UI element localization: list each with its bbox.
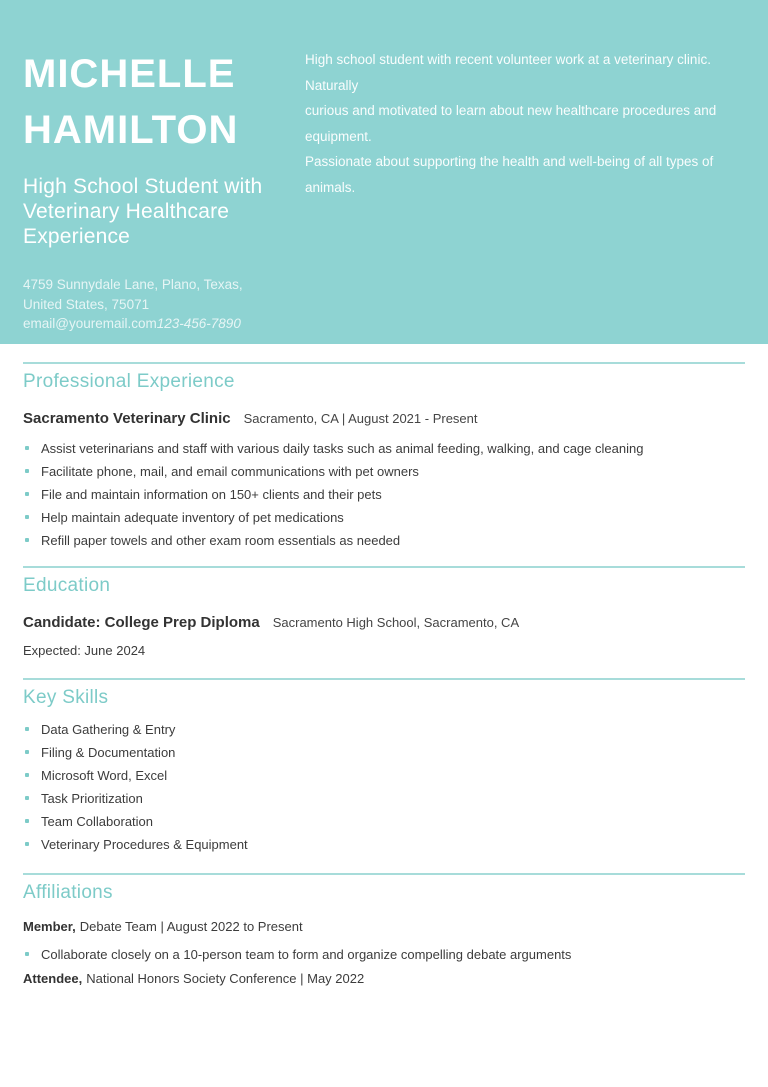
bullet-icon	[25, 819, 29, 823]
bullet-text: Help maintain adequate inventory of pet medications	[41, 510, 344, 525]
header-left-column	[0, 0, 285, 344]
section-heading-education: Education	[23, 575, 111, 596]
bullet-text: Assist veterinarians and staff with various daily tasks such as animal feeding, walking, and cage cleaning	[41, 441, 644, 456]
bullet-icon	[25, 469, 29, 473]
last-name: HAMILTON	[23, 108, 239, 152]
skill-text: Data Gathering & Entry	[41, 722, 176, 737]
bullet-icon	[25, 727, 29, 731]
section-heading-professional-experience: Professional Experience	[23, 371, 235, 392]
bullet-icon	[25, 796, 29, 800]
employer-meta: Sacramento, CA | August 2021 - Present	[243, 411, 478, 426]
list-item	[23, 510, 745, 525]
skill-text: Team Collaboration	[41, 814, 154, 829]
affiliation-detail: Debate Team | August 2022 to Present	[79, 919, 303, 934]
list-item	[23, 814, 745, 829]
bullet-icon	[25, 750, 29, 754]
affiliation-role: Member,	[23, 919, 76, 934]
skill-text: Microsoft Word, Excel	[41, 768, 168, 783]
bullet-icon	[25, 492, 29, 496]
list-item	[23, 768, 745, 783]
section-education	[23, 566, 745, 658]
bullet-text: Refill paper towels and other exam room essentials as needed	[41, 533, 401, 548]
bullet-text: Facilitate phone, mail, and email communications with pet owners	[41, 464, 419, 479]
affiliation-detail: National Honors Society Conference | May 2022	[86, 971, 365, 986]
list-item	[23, 947, 745, 962]
skill-text: Task Prioritization	[41, 791, 143, 806]
experience-bullet-list	[23, 441, 745, 548]
bullet-text: Collaborate closely on a 10-person team to form and organize compelling debate arguments	[41, 947, 572, 962]
address: 4759 Sunnydale Lane, Plano, Texas, United States, 75071	[23, 277, 243, 312]
professional-title: High School Student with Veterinary Healthcare Experience	[23, 175, 263, 248]
list-item	[23, 533, 745, 548]
list-item	[23, 722, 745, 737]
section-professional-experience	[23, 362, 745, 548]
expected-graduation: Expected: June 2024	[23, 643, 146, 658]
list-item	[23, 837, 745, 852]
school-name: Sacramento High School, Sacramento, CA	[272, 615, 520, 630]
employer-name: Sacramento Veterinary Clinic	[23, 410, 231, 427]
bullet-icon	[25, 952, 29, 956]
affiliation-entry	[23, 919, 745, 934]
section-heading-affiliations: Affiliations	[23, 882, 113, 903]
bullet-icon	[25, 515, 29, 519]
section-key-skills	[23, 678, 745, 852]
list-item	[23, 441, 745, 456]
skill-text: Filing & Documentation	[41, 745, 176, 760]
bullet-icon	[25, 842, 29, 846]
education-entry-header	[23, 614, 745, 632]
bullet-text: File and maintain information on 150+ clients and their pets	[41, 487, 382, 502]
resume-header	[0, 0, 768, 344]
bullet-icon	[25, 446, 29, 450]
list-item	[23, 487, 745, 502]
resume-body	[0, 362, 768, 986]
experience-entry-header	[23, 410, 745, 428]
email-phone-line	[23, 314, 275, 334]
email: email@youremail.com	[23, 316, 157, 331]
degree-name: Candidate: College Prep Diploma	[23, 614, 260, 631]
affiliation-entry	[23, 971, 745, 986]
first-name: MICHELLE	[23, 52, 236, 96]
affiliation-bullet-list	[23, 947, 745, 962]
bullet-icon	[25, 773, 29, 777]
summary-line: curious and motivated to learn about new healthcare procedures and equipment.	[305, 103, 717, 144]
skills-list	[23, 722, 745, 852]
skill-text: Veterinary Procedures & Equipment	[41, 837, 248, 852]
list-item	[23, 745, 745, 760]
summary-line: Passionate about supporting the health and well-being of all types of animals.	[305, 154, 714, 195]
candidate-name	[23, 46, 285, 158]
bullet-icon	[25, 538, 29, 542]
summary-line: High school student with recent volunteer work at a veterinary clinic. Naturally	[305, 52, 711, 93]
affiliation-role: Attendee,	[23, 971, 83, 986]
section-heading-key-skills: Key Skills	[23, 687, 109, 708]
summary-block	[285, 0, 768, 344]
list-item	[23, 791, 745, 806]
phone: 123-456-7890	[156, 316, 241, 331]
list-item	[23, 464, 745, 479]
section-affiliations	[23, 873, 745, 986]
contact-block	[23, 275, 275, 334]
